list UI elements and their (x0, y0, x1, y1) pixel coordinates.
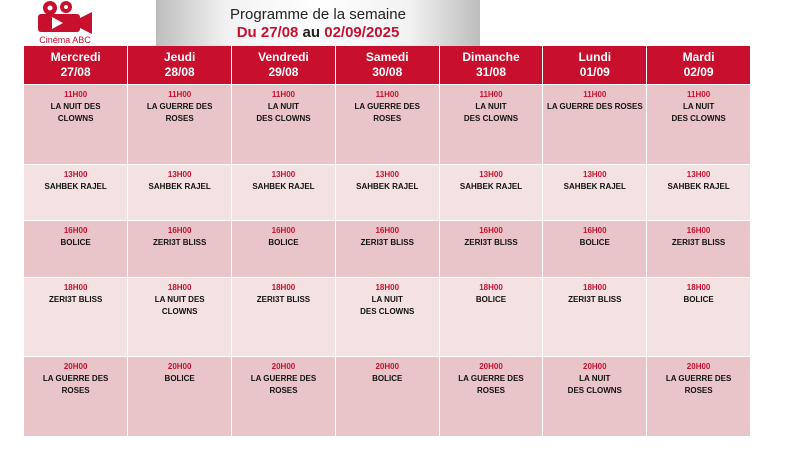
header-title: Programme de la semaine (230, 6, 406, 23)
movie-title: LA GUERRE DES (250, 374, 317, 384)
movie-title: LA NUIT DES (50, 102, 101, 111)
showing-cell (439, 357, 543, 437)
movie-title: LA NUIT DES (154, 294, 205, 304)
showtime: 16H00 (686, 226, 711, 236)
showtime: 20H00 (167, 362, 192, 372)
film-camera-logo-icon (32, 0, 98, 36)
showing-cell (647, 85, 751, 165)
showing-cell (439, 85, 543, 165)
movie-title: LA GUERRE DES (42, 374, 109, 384)
day-name: Samedi (365, 50, 409, 64)
showtime: 13H00 (271, 169, 296, 179)
movie-title: LA GUERRE DES ROSES (546, 102, 643, 111)
showing-cell (335, 164, 439, 220)
movie-title: ROSES (269, 386, 298, 396)
day-date: 30/08 (372, 65, 403, 79)
movie-title: LA NUIT (371, 294, 403, 304)
showtime: 20H00 (63, 362, 88, 372)
movie-title: BOLICE (683, 294, 714, 304)
showtime: 11H00 (64, 90, 88, 99)
schedule-row (24, 357, 751, 437)
showing-cell (232, 85, 336, 165)
schedule-row (24, 221, 751, 277)
day-header-vendredi (232, 46, 336, 85)
showing-cell (439, 277, 543, 357)
showing-cell (128, 357, 232, 437)
day-name: Mercredi (50, 50, 101, 64)
showtime: 13H00 (479, 169, 503, 179)
movie-title: ZERI3T BLISS (48, 294, 103, 304)
movie-title: ZERI3T BLISS (464, 238, 518, 248)
movie-title: LA NUIT (267, 102, 300, 111)
showtime: 20H00 (271, 362, 296, 372)
movie-title: CLOWNS (161, 306, 198, 316)
showtime: 13H00 (583, 169, 607, 179)
showing-cell (647, 221, 751, 277)
showing-cell (647, 357, 751, 437)
showtime: 11H00 (271, 90, 296, 99)
showtime: 13H00 (167, 169, 192, 179)
movie-title: LA NUIT (475, 102, 507, 111)
showing-cell (543, 221, 647, 277)
showtime: 16H00 (63, 226, 88, 236)
movie-title: ROSES (165, 114, 194, 123)
showing-cell (335, 221, 439, 277)
header-title-box (156, 0, 480, 47)
movie-title: BOLICE (268, 238, 299, 248)
showing-cell (128, 221, 232, 277)
cinema-logo (26, 0, 104, 46)
movie-title: ROSES (373, 114, 402, 123)
movie-title: SAHBEK RAJEL (667, 181, 730, 191)
showing-cell (232, 221, 336, 277)
showtime: 20H00 (375, 362, 400, 372)
movie-title: ROSES (477, 386, 506, 396)
showing-cell (335, 277, 439, 357)
schedule-row (24, 164, 751, 220)
showtime: 11H00 (583, 90, 607, 99)
showing-cell (24, 164, 128, 220)
showing-cell (543, 357, 647, 437)
showtime: 11H00 (168, 90, 192, 99)
day-name: Dimanche (462, 50, 520, 64)
movie-title: LA GUERRE DES (146, 102, 213, 111)
movie-title: BOLICE (60, 238, 91, 248)
showtime: 18H00 (375, 282, 400, 292)
movie-title: SAHBEK RAJEL (148, 181, 211, 191)
day-header-row (24, 46, 751, 85)
showing-cell (543, 164, 647, 220)
showing-cell (439, 164, 543, 220)
showing-cell (439, 221, 543, 277)
movie-title: DES CLOWNS (671, 114, 726, 123)
movie-title: SAHBEK RAJEL (356, 181, 419, 191)
showing-cell (232, 357, 336, 437)
showtime: 18H00 (271, 282, 296, 292)
showtime: 13H00 (686, 169, 711, 179)
logo-text: Cinéma ABC (39, 35, 91, 45)
movie-title: BOLICE (475, 294, 507, 304)
movie-title: ZERI3T BLISS (360, 238, 414, 248)
day-header-dimanche (439, 46, 543, 85)
showtime: 20H00 (583, 362, 607, 372)
showing-cell (335, 85, 439, 165)
date-range-separator: au (298, 24, 325, 41)
movie-title: DES CLOWNS (463, 114, 519, 123)
showing-cell (647, 164, 751, 220)
showing-cell (128, 277, 232, 357)
showing-cell (24, 357, 128, 437)
schedule-body (24, 85, 751, 437)
day-date: 27/08 (60, 65, 91, 79)
movie-title: LA GUERRE DES (458, 374, 524, 384)
movie-title: SAHBEK RAJEL (459, 181, 523, 191)
date-range-start: Du 27/08 (236, 24, 299, 41)
schedule-row (24, 277, 751, 357)
schedule-table (24, 46, 751, 437)
day-name: Vendredi (258, 50, 309, 64)
showtime: 16H00 (167, 226, 192, 236)
day-header-mardi (647, 46, 751, 85)
movie-title: LA GUERRE DES (665, 374, 732, 384)
movie-title: DES CLOWNS (360, 306, 415, 316)
movie-title: CLOWNS (57, 114, 94, 123)
showtime: 13H00 (375, 169, 400, 179)
showtime: 18H00 (167, 282, 192, 292)
showtime: 11H00 (375, 90, 399, 99)
movie-title: ZERI3T BLISS (568, 294, 622, 304)
movie-title: BOLICE (372, 374, 403, 384)
showing-cell (232, 277, 336, 357)
day-date: 29/08 (268, 65, 299, 79)
movie-title: ZERI3T BLISS (256, 294, 311, 304)
movie-title: ROSES (61, 386, 90, 396)
day-name: Mardi (682, 50, 715, 64)
showtime: 16H00 (583, 226, 607, 236)
movie-title: ZERI3T BLISS (153, 238, 207, 248)
showtime: 16H00 (479, 226, 503, 236)
showtime: 18H00 (583, 282, 607, 292)
showtime: 18H00 (479, 282, 503, 292)
showing-cell (24, 221, 128, 277)
day-name: Lundi (578, 50, 612, 64)
showing-cell (543, 277, 647, 357)
showing-cell (543, 85, 647, 165)
showing-cell (335, 357, 439, 437)
showing-cell (128, 85, 232, 165)
header-date-range (156, 24, 480, 41)
day-header-jeudi (128, 46, 232, 85)
showtime: 11H00 (687, 90, 711, 99)
movie-title: SAHBEK RAJEL (44, 181, 107, 191)
day-date: 02/09 (683, 65, 714, 79)
movie-title: ZERI3T BLISS (671, 238, 726, 248)
showing-cell (232, 164, 336, 220)
showing-cell (128, 164, 232, 220)
day-date: 28/08 (164, 65, 195, 79)
movie-title: SAHBEK RAJEL (252, 181, 315, 191)
movie-title: LA NUIT (682, 102, 715, 111)
day-date: 31/08 (476, 65, 507, 79)
day-name: Jeudi (164, 50, 196, 64)
movie-title: BOLICE (164, 374, 195, 384)
movie-title: DES CLOWNS (567, 386, 622, 396)
showing-cell (24, 85, 128, 165)
movie-title: SAHBEK RAJEL (563, 181, 626, 191)
showtime: 16H00 (375, 226, 400, 236)
day-header-samedi (335, 46, 439, 85)
showtime: 18H00 (686, 282, 711, 292)
schedule-row (24, 85, 751, 165)
movie-title: LA NUIT (579, 374, 611, 384)
showtime: 18H00 (63, 282, 88, 292)
showing-cell (647, 277, 751, 357)
movie-title: DES CLOWNS (256, 114, 311, 123)
day-date: 01/09 (579, 65, 610, 79)
showtime: 20H00 (686, 362, 711, 372)
day-header-mercredi (24, 46, 128, 85)
showtime: 11H00 (479, 90, 503, 99)
movie-title: BOLICE (579, 238, 610, 248)
movie-title: ROSES (684, 386, 713, 396)
day-header-lundi (543, 46, 647, 85)
showtime: 16H00 (271, 226, 296, 236)
date-range-end: 02/09/2025 (324, 24, 400, 41)
showtime: 13H00 (63, 169, 88, 179)
movie-title: LA GUERRE DES (354, 102, 420, 111)
showtime: 20H00 (479, 362, 503, 372)
showing-cell (24, 277, 128, 357)
